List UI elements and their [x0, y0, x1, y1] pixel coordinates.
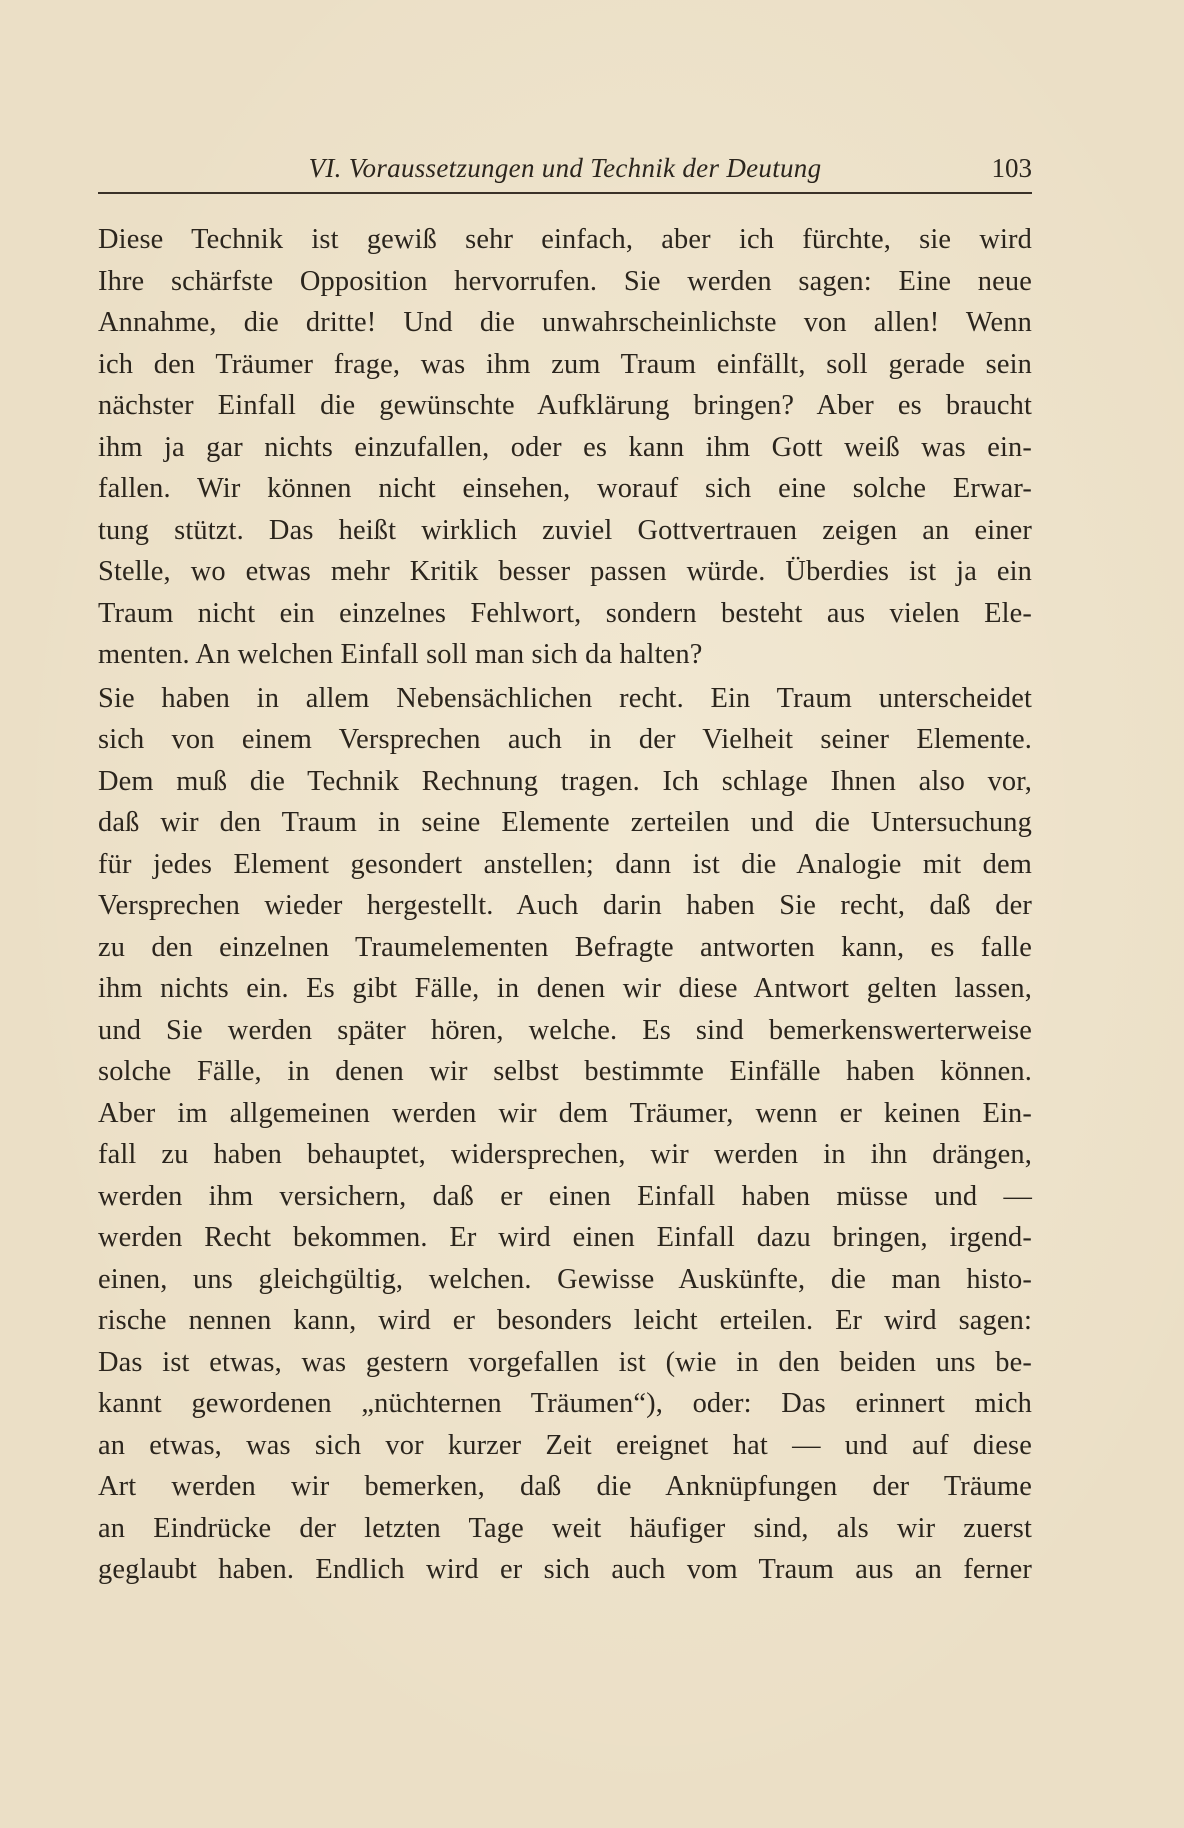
- text-line: fall zu haben behauptet, widersprechen, wir werden in ihn drängen,: [98, 1139, 1032, 1170]
- text-line: Dem muß die Technik Rechnung tragen. Ich schlage Ihnen also vor,: [98, 765, 1032, 797]
- text-line: an Eindrücke der letzten Tage weit häufiger sind, als wir zuerst: [98, 1512, 1032, 1544]
- page-header: [98, 148, 1032, 194]
- text-line: und Sie werden später hören, welche. Es sind bemerkenswerterweise: [98, 1014, 1032, 1046]
- running-title: VI. Voraussetzungen und Technik der Deutung: [308, 153, 822, 183]
- page-number: 103: [991, 153, 1032, 183]
- text-line: fallen. Wir können nicht einsehen, worauf sich eine solche Erwar-: [98, 473, 1032, 504]
- text-line: Sie haben in allem Nebensächlichen recht. Ein Traum unterscheidet: [98, 682, 1032, 714]
- text-line: Versprechen wieder hergestellt. Auch darin haben Sie recht, daß der: [98, 890, 1032, 921]
- text-line: Traum nicht ein einzelnes Fehlwort, sondern besteht aus vielen Ele-: [98, 597, 1032, 629]
- text-line: zu den einzelnen Traumelementen Befragte antworten kann, es falle: [98, 931, 1032, 963]
- text-line: solche Fälle, in denen wir selbst bestimmte Einfälle haben können.: [98, 1056, 1032, 1087]
- text-line: ich den Träumer frage, was ihm zum Traum einfällt, soll gerade sein: [98, 348, 1032, 380]
- text-line: für jedes Element gesondert anstellen; dann ist die Analogie mit dem: [98, 848, 1032, 880]
- text-line: rische nennen kann, wird er besonders leicht erteilen. Er wird sagen:: [98, 1305, 1032, 1336]
- text-line: Annahme, die dritte! Und die unwahrscheinlichste von allen! Wenn: [98, 307, 1032, 338]
- text-line: Art werden wir bemerken, daß die Anknüpfungen der Träume: [98, 1471, 1032, 1502]
- text-line: ihm ja gar nichts einzufallen, oder es kann ihm Gott weiß was ein-: [98, 431, 1032, 463]
- text-line: Das ist etwas, was gestern vorgefallen ist (wie in den beiden uns be-: [98, 1346, 1032, 1378]
- body-text: [98, 219, 1032, 1591]
- text-line: geglaubt haben. Endlich wird er sich auch vom Traum aus an ferner: [98, 1554, 1032, 1585]
- text-line: an etwas, was sich vor kurzer Zeit ereignet hat — und auf diese: [98, 1429, 1032, 1461]
- text-line: Ihre schärfste Opposition hervorrufen. Sie werden sagen: Eine neue: [98, 265, 1032, 297]
- text-line: Aber im allgemeinen werden wir dem Träumer, wenn er keinen Ein-: [98, 1097, 1032, 1129]
- text-line: nächster Einfall die gewünschte Aufklärung bringen? Aber es braucht: [98, 390, 1032, 421]
- text-line: kannt gewordenen „nüchternen Träumen“), oder: Das erinnert mich: [98, 1388, 1032, 1419]
- text-line: tung stützt. Das heißt wirklich zuviel Gottvertrauen zeigen an einer: [98, 514, 1032, 546]
- text-line: menten. An welchen Einfall soll man sich da halten?: [98, 639, 703, 670]
- text-line: ihm nichts ein. Es gibt Fälle, in denen wir diese Antwort gelten lassen,: [98, 973, 1032, 1004]
- text-line: Stelle, wo etwas mehr Kritik besser passen würde. Überdies ist ja ein: [98, 556, 1032, 587]
- text-line: einen, uns gleichgültig, welchen. Gewisse Auskünfte, die man histo-: [98, 1263, 1032, 1295]
- text-line: Diese Technik ist gewiß sehr einfach, aber ich fürchte, sie wird: [98, 224, 1032, 255]
- text-line: werden Recht bekommen. Er wird einen Einfall dazu bringen, irgend-: [98, 1222, 1032, 1253]
- text-line: sich von einem Versprechen auch in der Vielheit seiner Elemente.: [98, 724, 1032, 755]
- text-line: daß wir den Traum in seine Elemente zerteilen und die Untersuchung: [98, 807, 1032, 838]
- text-line: werden ihm versichern, daß er einen Einfall haben müsse und —: [98, 1180, 1032, 1212]
